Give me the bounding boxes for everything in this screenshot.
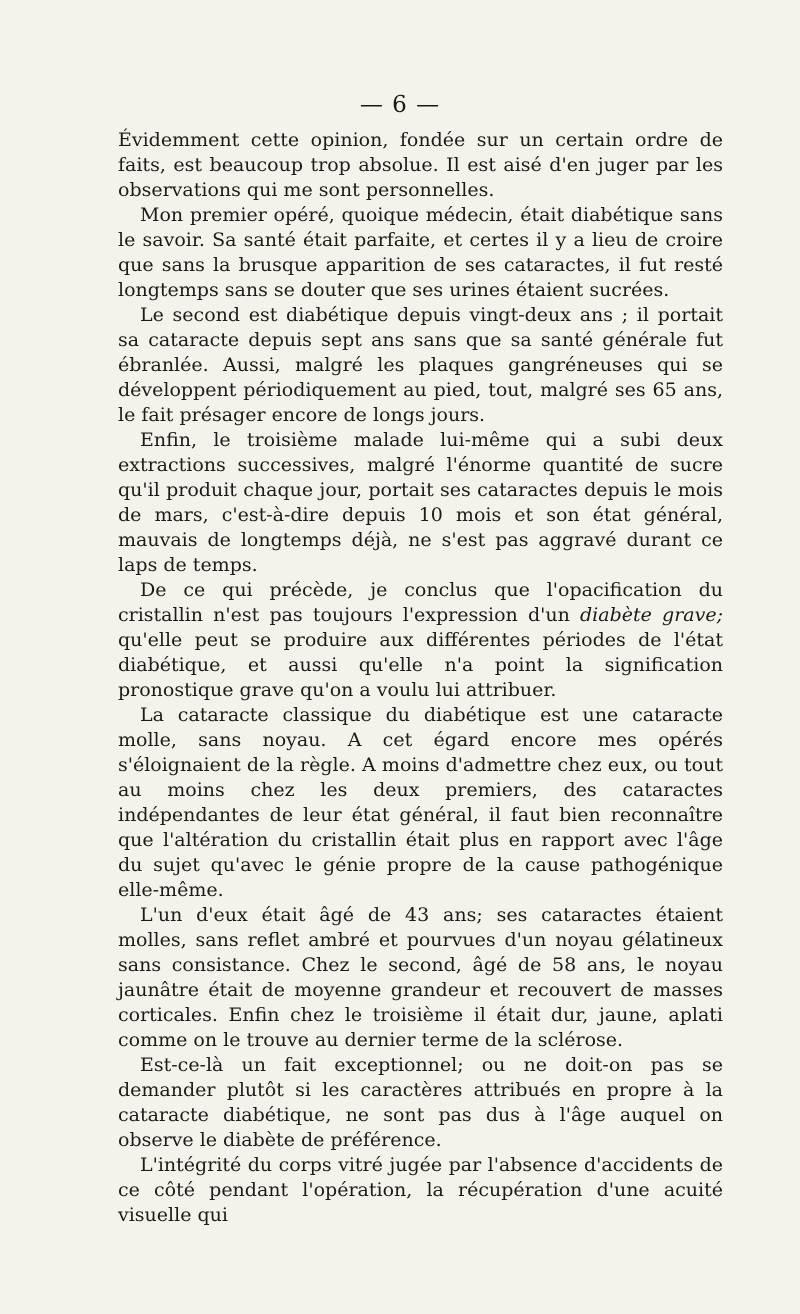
paragraph-text: Évidemment cette opinion, fondée sur un certain ordre de faits, est beaucoup trop absolue. Il est aisé d'en juger par les observations qui me sont personnelles. [118, 129, 723, 201]
page-number: — 6 — [359, 92, 441, 118]
paragraph [118, 578, 723, 703]
paragraph [118, 428, 723, 578]
body-text [118, 128, 723, 1228]
paragraph-text: Mon premier opéré, quoique médecin, était diabétique sans le savoir. Sa santé était parfaite, et certes il y a lieu de croire que sans la brusque apparition de ses cataractes, il fut resté longtemps sans se douter que ses urines étaient sucrées. [118, 204, 723, 301]
paragraph [118, 703, 723, 903]
paragraph-text: Le second est diabétique depuis vingt-deux ans ; il portait sa cataracte depuis sept ans sans que sa santé générale fut ébranlée. Aussi, malgré les plaques gangréneuses qui se développent périodiquement au pied, tout, malgré ses 65 ans, le fait présager encore de longs jours. [118, 304, 723, 426]
paragraph [118, 128, 723, 203]
paragraph-text: L'intégrité du corps vitré jugée par l'absence d'accidents de ce côté pendant l'opération, la récupération d'une acuité visuelle qui [118, 1154, 723, 1226]
paragraph [118, 203, 723, 303]
paragraph [118, 903, 723, 1053]
paragraph-text: Est-ce-là un fait exceptionnel; ou ne doit-on pas se demander plutôt si les caractères attribués en propre à la cataracte diabétique, ne sont pas dus à l'âge auquel on observe le diabète de préférence. [118, 1054, 723, 1151]
paragraph [118, 1053, 723, 1153]
paragraph-text: qu'elle peut se produire aux différentes périodes de l'état diabétique, et aussi qu'elle n'a point la signification pronostique grave qu'on a voulu lui attribuer. [118, 629, 723, 701]
paragraph-text: De ce qui précède, je conclus que l'opacification du cristallin n'est pas toujours l'expression d'un [118, 579, 723, 626]
paragraph-text: Enfin, le troisième malade lui-même qui a subi deux extractions successives, malgré l'énorme quantité de sucre qu'il produit chaque jour, portait ses cataractes depuis le mois de mars, c'est-à-dire depuis 10 mois et son état général, mauvais de longtemps déjà, ne s'est pas aggravé durant ce laps de temps. [118, 429, 723, 576]
paragraph [118, 1153, 723, 1228]
italic-text: diabète grave; [580, 604, 723, 626]
paragraph [118, 303, 723, 428]
paragraph-text: L'un d'eux était âgé de 43 ans; ses cataractes étaient molles, sans reflet ambré et pourvues d'un noyau gélatineux sans consistance. Chez le second, âgé de 58 ans, le noyau jaunâtre était de moyenne grandeur et recouvert de masses corticales. Enfin chez le troisième il était dur, jaune, aplati comme on le trouve au dernier terme de la sclérose. [118, 904, 723, 1051]
paragraph-text: La cataracte classique du diabétique est une cataracte molle, sans noyau. A cet égard encore mes opérés s'éloignaient de la règle. A moins d'admettre chez eux, ou tout au moins chez les deux premiers, des cataractes indépendantes de leur état général, il faut bien reconnaître que l'altération du cristallin était plus en rapport avec l'âge du sujet qu'avec le génie propre de la cause pathogénique elle-même. [118, 704, 723, 901]
